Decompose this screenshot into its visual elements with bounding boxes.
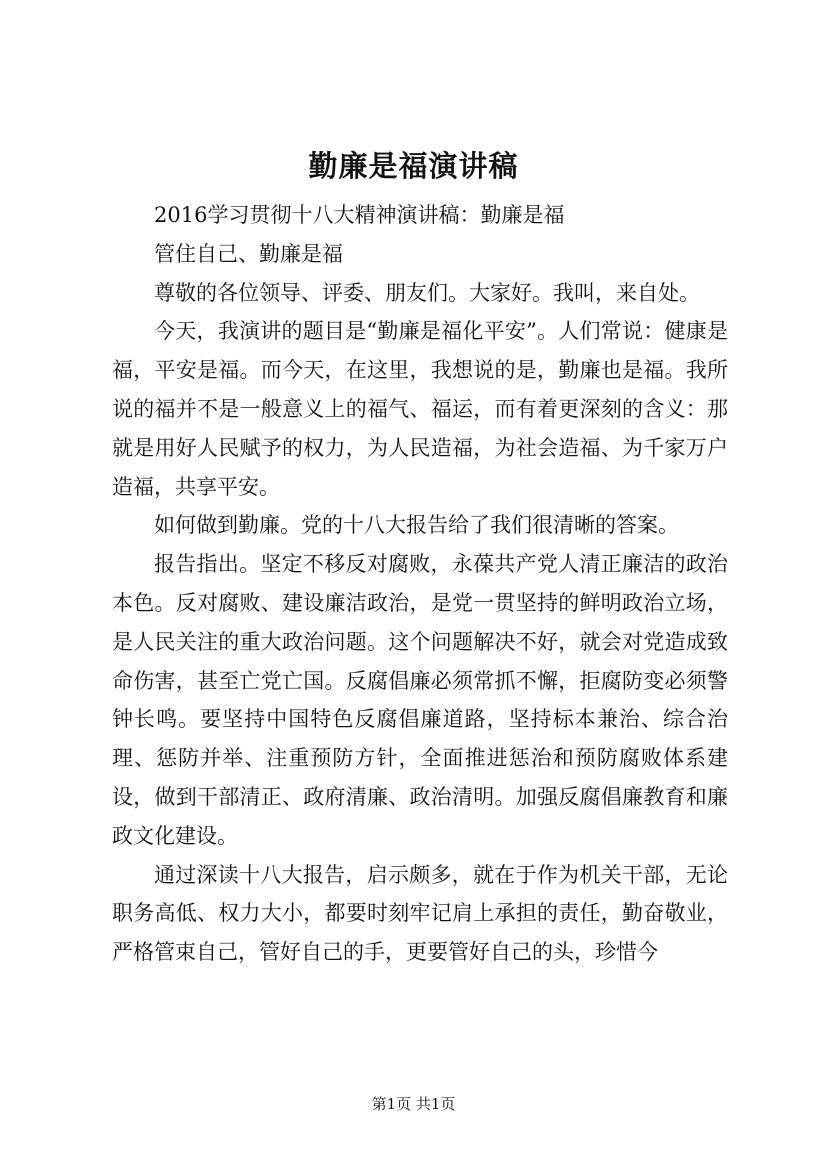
paragraph-2: 管住自己、勤廉是福	[154, 241, 343, 266]
paragraph-5: 如何做到勤廉。党的十八大报告给了我们很清晰的答案。	[154, 513, 679, 538]
paragraph-1: 2016学习贯彻十八大精神演讲稿：勤廉是福	[154, 203, 565, 227]
paragraph-4: 今天，我演讲的题目是“勤廉是福化平安”。人们常说：健康是福，平安是福。而今天，在这里，我想说的是，勤廉也是福。我所说的福并不是一般意义上的福气、福运，而有着更深刻的含义：那就是用好人民赋予的权力，为人民造福，为社会造福、为千家万户造福，共享平安。	[112, 319, 728, 499]
paragraph-6: 报告指出。坚定不移反对腐败，永葆共产党人清正廉洁的政治本色。反对腐败、建设廉洁政治，是党一贯坚持的鲜明政治立场，是人民关注的重大政治问题。这个问题解决不好，就会对党造成致命伤害，甚至亡党亡国。反腐倡廉必须常抓不懈，拒腐防变必须警钟长鸣。要坚持中国特色反腐倡廉道路，坚持标本兼治、综合治理、惩防并举、注重预防方针，全面推进惩治和预防腐败体系建设，做到干部清正、政府清廉、政治清明。加强反腐倡廉教育和廉政文化建设。	[112, 552, 728, 848]
document-title: 勤廉是福演讲稿	[308, 149, 519, 183]
paragraph-7: 通过深读十八大报告，启示颇多，就在于作为机关干部，无论职务高低、权力大小，都要时刻牢记肩上承担的责任，勤奋敬业，严格管束自己，管好自己的手，更要管好自己的头，珍惜今	[112, 862, 728, 965]
page-number-footer: 第1页 共1页	[371, 1095, 456, 1113]
paragraph-3: 尊敬的各位领导、评委、朋友们。大家好。我叫，来自处。	[154, 280, 700, 305]
document-body	[112, 196, 728, 972]
